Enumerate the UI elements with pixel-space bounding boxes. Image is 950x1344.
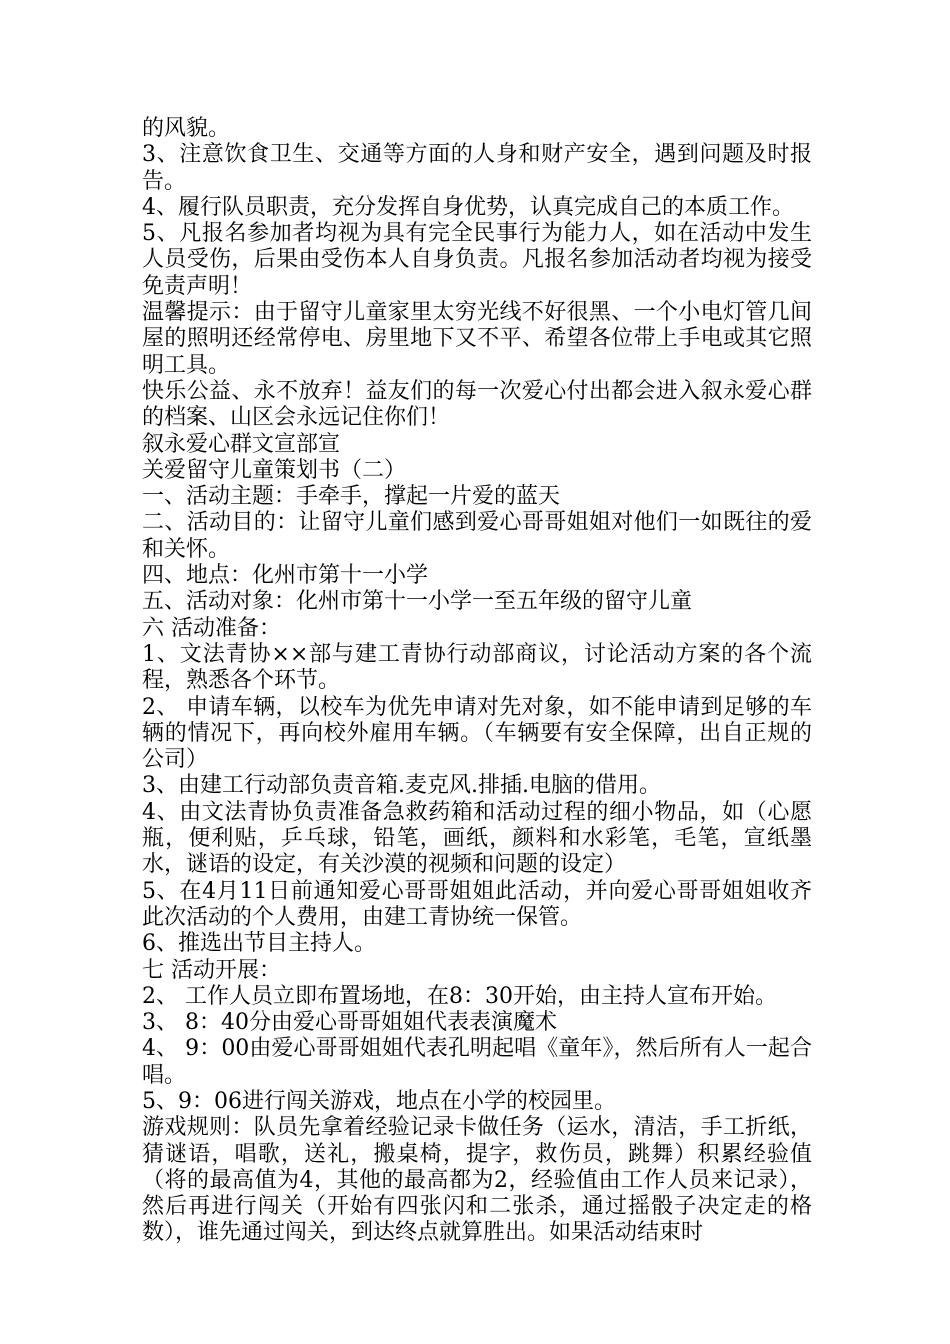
document-page bbox=[142, 116, 812, 1247]
paragraph: 3、 8：40分由爱心哥哥姐姐代表表演魔术 bbox=[142, 1010, 557, 1036]
paragraph: 五、活动对象：化州市第十一小学一至五年级的留守儿童 bbox=[142, 589, 693, 615]
paragraph: 3、由建工行动部负责音箱.麦克风.排插.电脑的借用。 bbox=[142, 773, 661, 799]
paragraph: 2、 申请车辆，以校车为优先申请对先对象，如不能申请到足够的车辆的情况下，再向校外雇用车辆。（车辆要有安全保障，出自正规的公司） bbox=[142, 694, 812, 773]
paragraph: 4、由文法青协负责准备急救药箱和活动过程的细小物品，如（心愿瓶，便利贴，乒乓球，铅笔，画纸，颜料和水彩笔，毛笔，宣纸墨水，谜语的设定，有关沙漠的视频和问题的设定） bbox=[142, 799, 812, 878]
paragraph: 6、推选出节目主持人。 bbox=[142, 931, 376, 957]
paragraph-title: 关爱留守儿童策划书（二） bbox=[142, 457, 407, 483]
paragraph: 七 活动开展： bbox=[142, 957, 281, 983]
paragraph: 二、活动目的：让留守儿童们感到爱心哥哥姐姐对他们一如既往的爱和关怀。 bbox=[142, 510, 812, 562]
paragraph: 一、活动主题：手牵手，撑起一片爱的蓝天 bbox=[142, 484, 561, 510]
paragraph: 4、履行队员职责，充分发挥自身优势，认真完成自己的本质工作。 bbox=[142, 194, 794, 220]
paragraph: 1、文法青协××部与建工青协行动部商议，讨论活动方案的各个流程，熟悉各个环节。 bbox=[142, 641, 812, 694]
paragraph: 叙永爱心群文宣部宣 bbox=[142, 431, 341, 457]
paragraph: 游戏规则：队员先拿着经验记录卡做任务（运水，清洁，手工折纸，猜谜语，唱歌，送礼，搬桌椅，提字，救伤员，跳舞）积累经验值（将的最高值为4，其他的最高都为2，经验值由工作人员来记录），然后再进行闯关（开始有四张闪和二张杀，通过摇骰子决定走的格数），谁先通过闯关，到达终点就算胜出。如果活动结束时 bbox=[142, 1115, 812, 1246]
paragraph: 4、 9：00由爱心哥哥姐姐代表孔明起唱《童年》，然后所有人一起合唱。 bbox=[142, 1036, 812, 1088]
paragraph: 四、地点：化州市第十一小学 bbox=[142, 563, 429, 589]
paragraph: 3、注意饮食卫生、交通等方面的人身和财产安全，遇到问题及时报告。 bbox=[142, 142, 812, 194]
paragraph: 温馨提示：由于留守儿童家里太穷光线不好很黑、一个小电灯管几间屋的照明还经常停电、房里地下又不平、希望各位带上手电或其它照明工具。 bbox=[142, 300, 812, 378]
paragraph: 的风貌。 bbox=[142, 116, 231, 141]
paragraph: 5、在4月11日前通知爱心哥哥姐姐此活动，并向爱心哥哥姐姐收齐此次活动的个人费用，由建工青协统一保管。 bbox=[142, 878, 812, 930]
paragraph: 5、9：06进行闯关游戏，地点在小学的校园里。 bbox=[142, 1088, 616, 1114]
paragraph: 六 活动准备： bbox=[142, 615, 281, 641]
paragraph: 2、 工作人员立即布置场地，在8：30开始，由主持人宣布开始。 bbox=[142, 983, 777, 1009]
paragraph: 快乐公益、永不放弃！益友们的每一次爱心付出都会进入叙永爱心群的档案、山区会永远记住你们！ bbox=[142, 378, 812, 431]
paragraph: 5、凡报名参加者均视为具有完全民事行为能力人，如在活动中发生人员受伤，后果由受伤本人自身负责。凡报名参加活动者均视为接受免责声明！ bbox=[142, 221, 812, 299]
